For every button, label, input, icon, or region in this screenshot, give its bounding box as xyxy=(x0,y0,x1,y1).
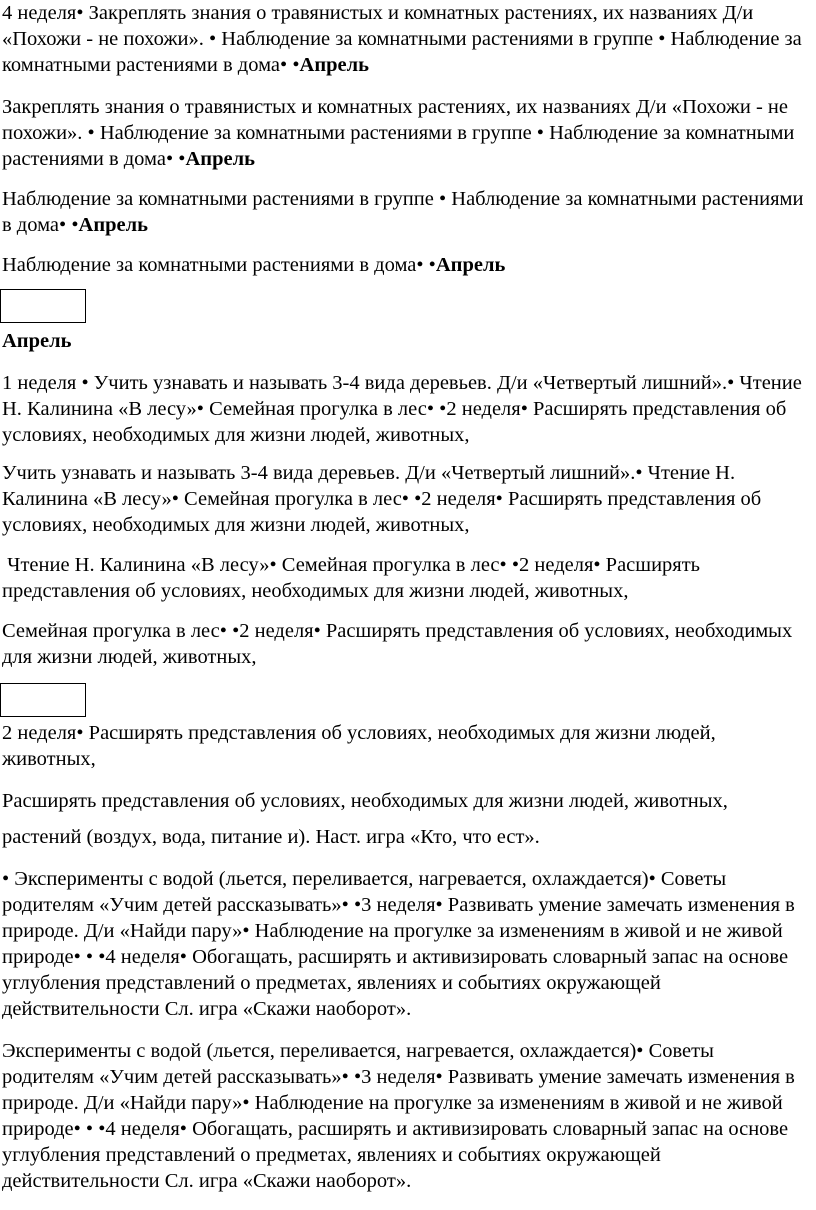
paragraph-3 xyxy=(2,186,810,238)
paragraph-5-text: 1 неделя • Учить узнавать и называть 3-4 вида деревьев. Д/и «Четвертый лишний».• Чтение Н. Калинина «В лесу»• Семейная прогулка в лес• •2 неделя• Расширять представления об условиях, необходимых для жизни людей, животных, xyxy=(2,372,802,446)
paragraph-9-text: 2 неделя• Расширять представления об условиях, необходимых для жизни людей, животных, xyxy=(2,722,716,770)
paragraph-7-text: Чтение Н. Калинина «В лесу»• Семейная прогулка в лес• •2 неделя• Расширять представления об условиях, необходимых для жизни людей, животных, xyxy=(2,554,706,602)
heading-april-text: Апрель xyxy=(2,330,72,352)
paragraph-6-text: Учить узнавать и называть 3-4 вида деревьев. Д/и «Четвертый лишний».• Чтение Н. Калинина «В лесу»• Семейная прогулка в лес• •2 неделя• Расширять представления об условиях, необходимых для жизни людей, животных, xyxy=(2,462,762,536)
paragraph-4-text: Наблюдение за комнатными растениями в дома• • xyxy=(2,254,436,276)
paragraph-1-text: 4 неделя• Закреплять знания о травянистых и комнатных растениях, их названиях Д/и «Похожи - не похожи». • Наблюдение за комнатными растениями в группе • Наблюдение за комнатными растениями в дома• • xyxy=(2,2,802,76)
paragraph-1-bold: Апрель xyxy=(299,54,369,76)
paragraph-13 xyxy=(2,1038,810,1194)
empty-table-cell xyxy=(0,289,86,323)
heading-april xyxy=(2,328,810,354)
paragraph-2-bold: Апрель xyxy=(185,148,255,170)
empty-table-cell-2 xyxy=(0,683,86,717)
paragraph-7 xyxy=(2,552,810,604)
paragraph-8 xyxy=(2,618,810,670)
paragraph-4-bold: Апрель xyxy=(435,254,506,276)
paragraph-11-text: растений (воздух, вода, питание и). Наст. игра «Кто, что ест». xyxy=(2,826,540,848)
paragraph-12 xyxy=(2,866,810,1022)
paragraph-13-text: Эксперименты с водой (льется, переливается, нагревается, охлаждается)• Советы родителям «Учим детей рассказывать»• •3 неделя• Развивать умение замечать изменения в природе. Д/и «Найди пару»• Наблюдение на прогулке за изменениям в живой и не живой природе• • •4 неделя• Обогащать, расширять и активизировать словарный запас на основе углубления представлений о предметах, явлениях и событиях окружающей действительности Сл. игра «Скажи наоборот». xyxy=(2,1040,795,1192)
paragraph-4 xyxy=(2,252,810,278)
paragraph-5 xyxy=(2,370,810,448)
paragraph-10 xyxy=(2,788,810,814)
paragraph-8-text: Семейная прогулка в лес• •2 неделя• Расширять представления об условиях, необходимых для жизни людей, животных, xyxy=(2,620,793,668)
paragraph-9 xyxy=(2,720,810,772)
paragraph-2 xyxy=(2,94,810,172)
paragraph-1 xyxy=(2,0,810,78)
paragraph-3-text: Наблюдение за комнатными растениями в группе • Наблюдение за комнатными растениями в дома• • xyxy=(2,188,804,236)
paragraph-11 xyxy=(2,824,810,850)
paragraph-6 xyxy=(2,460,810,538)
paragraph-10-text: Расширять представления об условиях, необходимых для жизни людей, животных, xyxy=(2,790,728,812)
paragraph-2-text: Закреплять знания о травянистых и комнатных растениях, их названиях Д/и «Похожи - не похожи». • Наблюдение за комнатными растениями в группе • Наблюдение за комнатными растениями в дома• • xyxy=(2,96,795,170)
paragraph-3-bold: Апрель xyxy=(78,214,148,236)
paragraph-12-text: • Эксперименты с водой (льется, переливается, нагревается, охлаждается)• Советы родителям «Учим детей рассказывать»• •3 неделя• Развивать умение замечать изменения в природе. Д/и «Найди пару»• Наблюдение на прогулке за изменениям в живой и не живой природе• • •4 неделя• Обогащать, расширять и активизировать словарный запас на основе углубления представлений о предметах, явлениях и событиях окружающей действительности Сл. игра «Скажи наоборот». xyxy=(2,868,795,1020)
